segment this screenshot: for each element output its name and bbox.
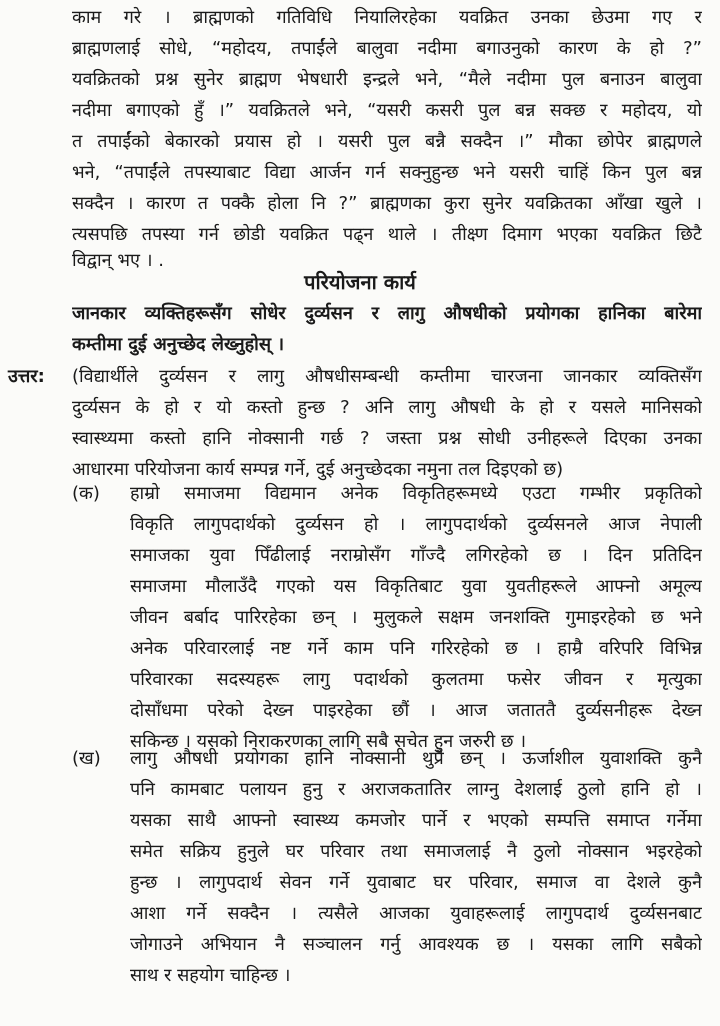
text-line: विद्वान् भए । . <box>72 250 164 271</box>
answer-line: (विद्यार्थीले दुर्व्यसन र लागु औषधीसम्बन्धी कम्तीमा चारजना जानकार व्यक्तिसँग <box>72 366 702 387</box>
paragraph-marker-kha: (ख) <box>72 748 101 769</box>
paragraph-line: समाजका युवा पिँढीलाई नराम्रोसँग गाँज्दै लगिरहेको छ । दिन प्रतिदिन <box>130 545 702 566</box>
story-paragraph <box>72 2 702 272</box>
answer-line: आधारमा परियोजना कार्य सम्पन्न गर्ने, दुई अनुच्छेदका नमुना तल दिइएको छ) <box>72 459 564 480</box>
paragraph-line: हुन्छ । लागुपदार्थ सेवन गर्ने युवाबाट घर परिवार, समाज वा देशले कुनै <box>130 872 702 893</box>
paragraph-line: विकृति लागुपदार्थको दुर्व्यसन हो । लागुपदार्थको दुर्व्यसनले आज नेपाली <box>130 514 702 535</box>
paragraph-line: परिवारका सदस्यहरू लागु पदार्थको कुलतमा फसेर जीवन र मृत्युका <box>130 669 702 690</box>
paragraph-line: यसका साथै आफ्नो स्वास्थ्य कमजोर पार्ने र भएको सम्पत्ति समाप्त गर्नेमा <box>130 810 702 831</box>
answer-label: उत्तर: <box>8 366 45 387</box>
paragraph-line: जोगाउने अभियान नै सञ्चालन गर्नु आवश्यक छ । यसका लागि सबैको <box>130 934 702 955</box>
paragraph-line: हाम्रो समाजमा विद्यमान अनेक विकृतिहरूमध्ये एउटा गम्भीर प्रकृतिको <box>130 483 702 504</box>
project-question <box>72 298 702 360</box>
text-line: नदीमा बगाएको हुँ ।” यवक्रितले भने, “यसरी कसरी पुल बन्न सक्छ र महोदय, यो <box>72 100 702 121</box>
paragraph-line: समाजमा मौलाउँदै गएको यस विकृतिबाट युवा युवतीहरूले आफ्नो अमूल्य <box>130 576 702 597</box>
sample-paragraph-kha <box>130 743 702 991</box>
question-line: कम्तीमा दुई अनुच्छेद लेख्नुहोस् । <box>72 334 285 355</box>
answer-intro <box>72 361 702 485</box>
paragraph-line: साथ र सहयोग चाहिन्छ । <box>130 965 291 986</box>
paragraph-line: सकिन्छ । यसको निराकरणका लागि सबै सचेत हुन जरुरी छ । <box>130 731 527 752</box>
text-line: त्यसपछि तपस्या गर्न छोडी यवक्रित पढ्न थाले । तीक्ष्ण दिमाग भएका यवक्रित छिटै <box>72 224 702 245</box>
paragraph-line: लागु औषधी प्रयोगका हानि नोक्सानी थुप्रै छन् । ऊर्जाशील युवाशक्ति कुनै <box>130 748 702 769</box>
text-line: ब्राह्मणलाई सोधे, “महोदय, तपाईंले बालुवा नदीमा बगाउनुको कारण के हो ?” <box>72 38 702 59</box>
paragraph-line: आशा गर्ने सक्दैन । त्यसैले आजका युवाहरूलाई लागुपदार्थ दुर्व्यसनबाट <box>130 903 702 924</box>
question-line: जानकार व्यक्तिहरूसँग सोधेर दुर्व्यसन र लागु औषधीको प्रयोगका हानिका बारेमा <box>72 303 702 324</box>
paragraph-line: समेत सक्रिय हुनुले घर परिवार तथा समाजलाई नै ठुलो नोक्सान भइरहेको <box>130 841 702 862</box>
text-line: भने, “तपाईंले तपस्याबाट विद्या आर्जन गर्न सक्नुहुन्छ भने यसरी चाहिं किन पुल बन्न <box>72 162 702 183</box>
text-line: त तपाईंको बेकारको प्रयास हो । यसरी पुल बन्नै सक्दैन ।” मौका छोपेर ब्राह्मणले <box>72 131 702 152</box>
answer-line: दुर्व्यसन के हो र यो कस्तो हुन्छ ? अनि लागु औषधी के हो र यसले मानिसको <box>72 397 702 418</box>
paragraph-line: पनि कामबाट पलायन हुनु र अराजकतातिर लाग्नु देशलाई ठुलो हानि हो । <box>130 779 702 800</box>
paragraph-marker-ka: (क) <box>72 483 100 504</box>
paragraph-line: जीवन बर्बाद पारिरहेका छन् । मुलुकले सक्षम जनशक्ति गुमाइरहेको छ भने <box>130 607 702 628</box>
paragraph-line: दोसाँधमा परेको देख्न पाइरहेका छौं । आज जताततै दुर्व्यसनीहरू देख्न <box>130 700 702 721</box>
paragraph-line: अनेक परिवारलाई नष्ट गर्ने काम पनि गरिरहेको छ । हाम्रै वरिपरि विभिन्न <box>130 638 702 659</box>
text-line: यवक्रितको प्रश्न सुनेर ब्राह्मण भेषधारी इन्द्रले भने, “मैले नदीमा पुल बनाउन बालुवा <box>72 69 702 90</box>
section-heading: परियोजना कार्य <box>304 270 416 294</box>
text-line: काम गरे । ब्राह्मणको गतिविधि नियालिरहेका यवक्रित उनका छेउमा गए र <box>72 7 702 28</box>
sample-paragraph-ka <box>130 478 702 757</box>
answer-line: स्वास्थ्यमा कस्तो हानि नोक्सानी गर्छ ? जस्ता प्रश्न सोधी उनीहरूले दिएका उनका <box>72 428 702 449</box>
text-line: सक्दैन । कारण त पक्कै होला नि ?” ब्राह्मणका कुरा सुनेर यवक्रितका आँखा खुले । <box>72 193 702 214</box>
